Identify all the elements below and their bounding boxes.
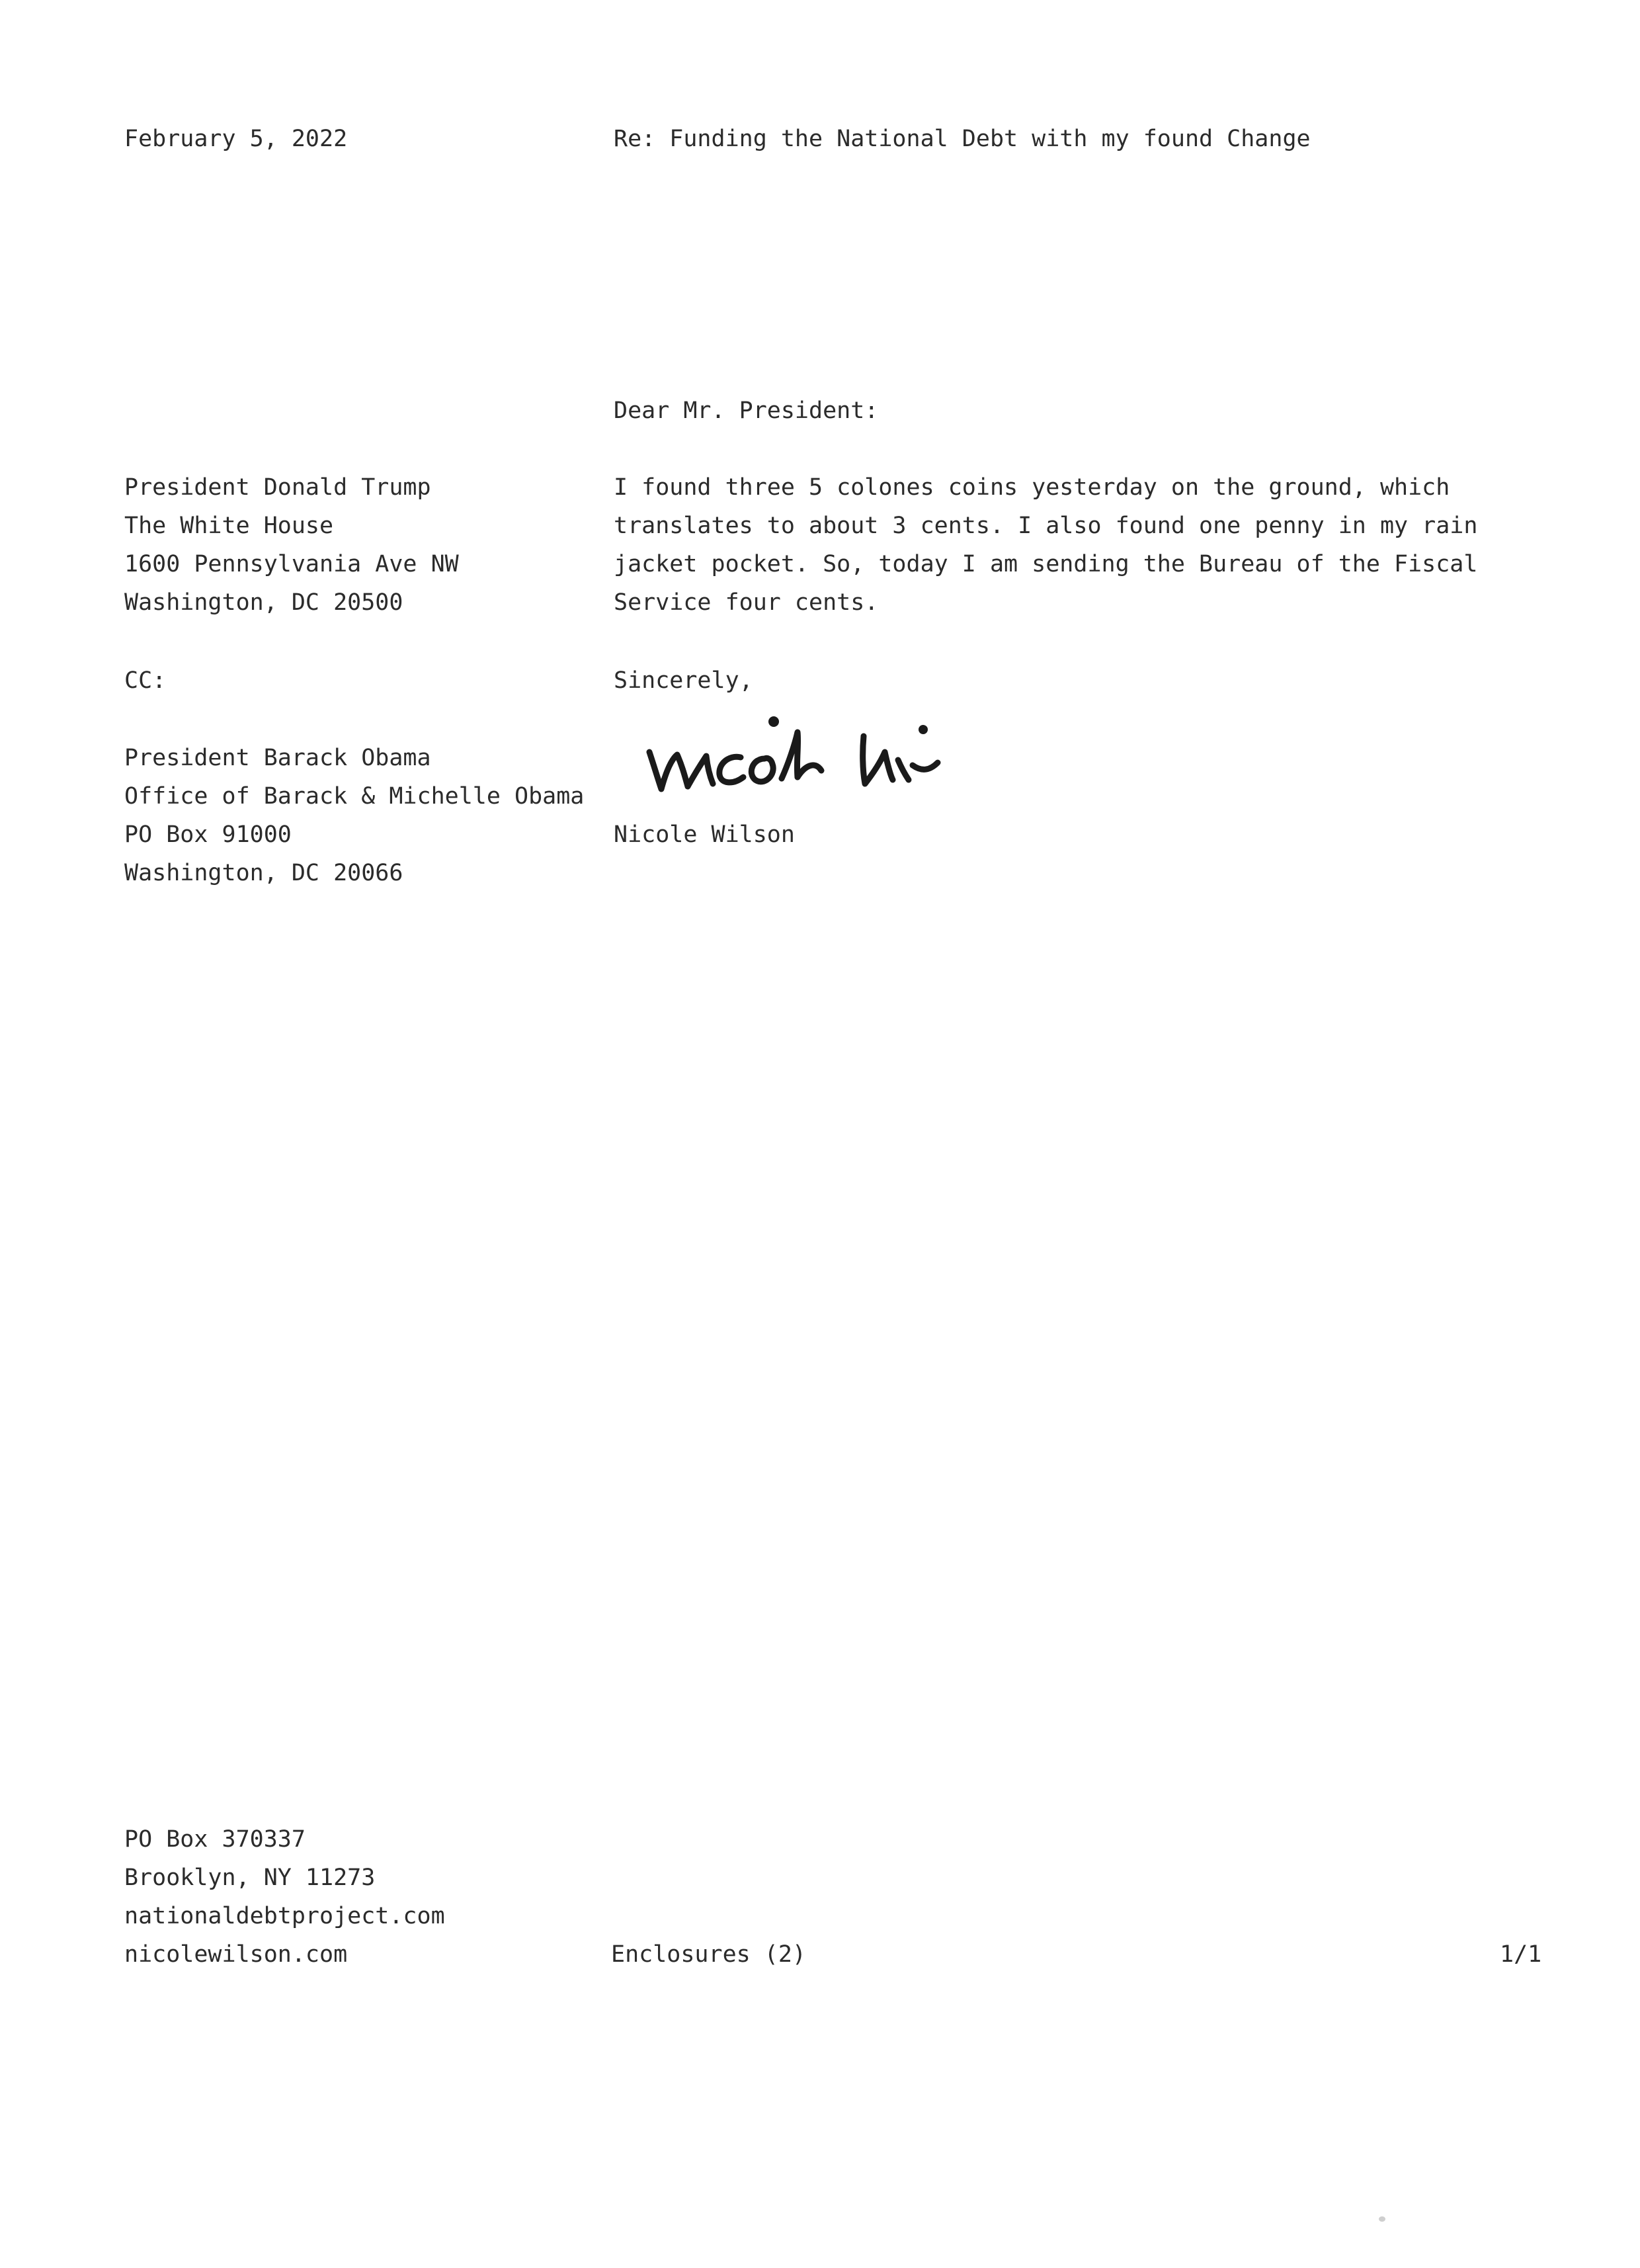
cc-address [124, 739, 584, 892]
cc-line: President Barack Obama [124, 745, 431, 771]
closing [614, 661, 753, 700]
cc-line: PO Box 91000 [124, 821, 292, 848]
recipient-line: The White House [124, 513, 334, 539]
enclosures-text: Enclosures (2) [611, 1941, 807, 1968]
sender-website[interactable]: nicolewilson.com [124, 1941, 348, 1968]
salutation [614, 392, 878, 430]
recipient-line: President Donald Trump [124, 474, 431, 501]
cc-label-text: CC: [124, 667, 167, 694]
body-line: translates to about 3 cents. I also found one penny in my rain [614, 513, 1478, 539]
recipient-address [124, 468, 459, 622]
letter-subject [614, 120, 1311, 158]
cc-line: Office of Barack & Michelle Obama [124, 783, 585, 810]
closing-text: Sincerely, [614, 667, 753, 694]
date-text: February 5, 2022 [124, 126, 348, 152]
recipient-line: Washington, DC 20500 [124, 589, 403, 616]
letter-body [614, 468, 1477, 622]
signature [641, 711, 985, 810]
signature-scribble [641, 711, 985, 810]
letter-date [124, 120, 347, 158]
enclosures [611, 1935, 806, 1974]
subject-text: Re: Funding the National Debt with my found Change [614, 126, 1311, 152]
sender-address [124, 1820, 445, 1974]
signer-name-text: Nicole Wilson [614, 821, 795, 848]
cc-line: Washington, DC 20066 [124, 860, 403, 886]
body-line: Service four cents. [614, 589, 879, 616]
sender-line: PO Box 370337 [124, 1826, 306, 1853]
body-line: I found three 5 colones coins yesterday on the ground, which [614, 474, 1450, 501]
sender-website[interactable]: nationaldebtproject.com [124, 1903, 445, 1929]
sender-line: Brooklyn, NY 11273 [124, 1865, 376, 1891]
salutation-text: Dear Mr. President: [614, 398, 879, 424]
body-line: jacket pocket. So, today I am sending the Bureau of the Fiscal [614, 551, 1478, 577]
signer-name [614, 816, 795, 854]
page-number-text: 1/1 [1500, 1941, 1542, 1968]
recipient-line: 1600 Pennsylvania Ave NW [124, 551, 459, 577]
page-number [1500, 1935, 1541, 1974]
cc-label [124, 661, 166, 700]
scan-speck [1379, 2216, 1385, 2222]
